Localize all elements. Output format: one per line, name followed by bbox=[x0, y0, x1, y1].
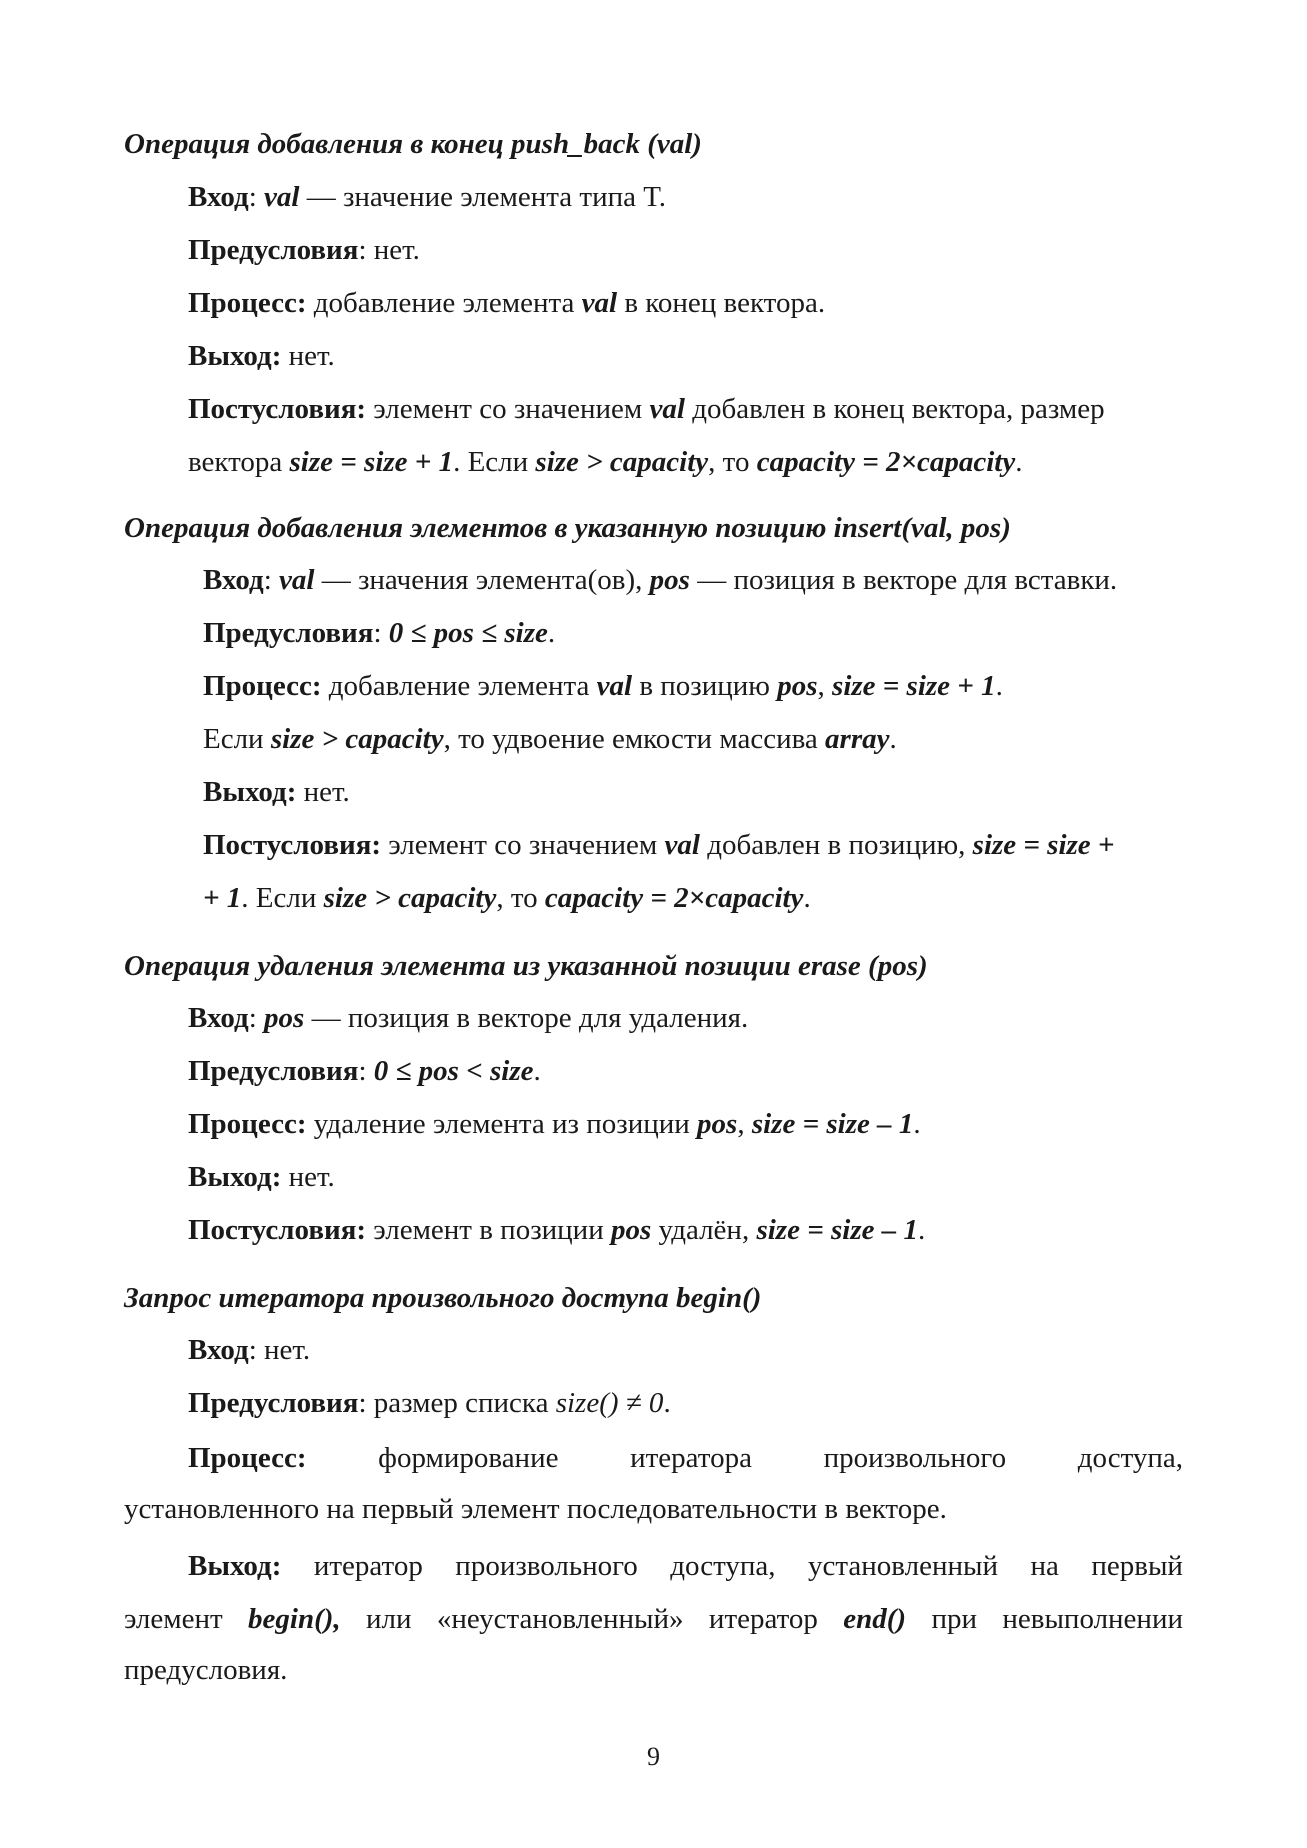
output-line bbox=[188, 1550, 1183, 1583]
var-pos: pos bbox=[777, 670, 818, 702]
var-val: val bbox=[664, 829, 700, 861]
output-word: итератор bbox=[313, 1550, 423, 1582]
postcondition-text: вектора bbox=[188, 446, 290, 478]
process-word: произвольного bbox=[823, 1442, 1007, 1474]
process-text: , то удвоение емкости массива bbox=[443, 723, 826, 755]
expr: size > capacity bbox=[323, 882, 497, 914]
var-val: val bbox=[279, 564, 315, 596]
input-label: Вход bbox=[188, 1334, 249, 1366]
expr: 0 ≤ pos ≤ size bbox=[388, 617, 548, 649]
output-label: Выход: bbox=[203, 776, 297, 808]
var-array: array bbox=[825, 723, 890, 755]
input-line bbox=[203, 566, 1117, 595]
process-word: доступа, bbox=[1077, 1442, 1183, 1474]
postcondition-text: , то bbox=[496, 882, 545, 914]
postcondition-text: добавлен в конец вектора, размер bbox=[684, 393, 1105, 425]
precondition-line bbox=[188, 1057, 541, 1086]
input-label: Вход bbox=[188, 1002, 249, 1034]
precondition-line bbox=[188, 1389, 671, 1418]
postcondition-line bbox=[188, 395, 1105, 424]
output-line-3: предусловия. bbox=[124, 1654, 288, 1686]
process-text: добавление элемента bbox=[321, 670, 597, 702]
precondition-text: : размер списка bbox=[358, 1387, 556, 1419]
postcondition-text: . bbox=[803, 882, 811, 914]
output-line bbox=[203, 778, 350, 807]
output-label: Выход: bbox=[188, 1161, 282, 1193]
process-text: , bbox=[817, 670, 833, 702]
var-pos: pos bbox=[264, 1002, 305, 1034]
process-text: в позицию bbox=[632, 670, 778, 702]
postcondition-text: удалён, bbox=[651, 1214, 757, 1246]
page-number: 9 bbox=[647, 1742, 660, 1771]
precondition-text: . bbox=[547, 617, 556, 649]
process-text: добавление элемента bbox=[306, 287, 582, 319]
process-line bbox=[203, 672, 1003, 701]
expr: size = size + 1 bbox=[289, 446, 454, 478]
postcondition-text: добавлен в позицию, bbox=[699, 829, 973, 861]
output-word: невыполнении bbox=[1002, 1603, 1183, 1635]
process-line bbox=[188, 1110, 921, 1139]
postcondition-text: . bbox=[1015, 446, 1023, 478]
var-val: val bbox=[649, 393, 685, 425]
postcondition-text: элемент со значением bbox=[381, 829, 665, 861]
var-pos: pos bbox=[649, 564, 690, 596]
expr: size = size + bbox=[972, 829, 1115, 861]
expr: size = size – 1 bbox=[751, 1108, 914, 1140]
output-word: установленный bbox=[808, 1550, 999, 1582]
output-label: Выход: bbox=[188, 1550, 282, 1582]
expr: capacity = 2×capacity bbox=[544, 882, 804, 914]
precondition-label: Предусловия bbox=[188, 234, 359, 266]
postcondition-line-2 bbox=[188, 448, 1022, 477]
section-heading-insert: Операция добавления элементов в указанную позицию insert(val, pos) bbox=[124, 512, 1011, 544]
process-label: Процесс: bbox=[203, 670, 322, 702]
input-label: Вход bbox=[188, 181, 249, 213]
postcondition-line-2 bbox=[203, 884, 811, 913]
precondition-label: Предусловия bbox=[188, 1387, 359, 1419]
input-text: — значения элемента(ов), bbox=[314, 564, 650, 596]
postcondition-text: . Если bbox=[241, 882, 324, 914]
input-line bbox=[188, 1004, 748, 1033]
postcondition-label: Постусловия: bbox=[188, 1214, 367, 1246]
input-label: Вход bbox=[203, 564, 264, 596]
var-val: val bbox=[264, 181, 300, 213]
expr-end: end() bbox=[843, 1603, 907, 1635]
postcondition-text: элемент в позиции bbox=[366, 1214, 611, 1246]
process-text: . bbox=[995, 670, 1003, 702]
precondition-text: . bbox=[533, 1055, 541, 1087]
output-text: нет. bbox=[281, 1161, 335, 1193]
process-text: Если bbox=[203, 723, 271, 755]
expr: size > capacity bbox=[535, 446, 709, 478]
input-text: — значение элемента типа T. bbox=[299, 181, 667, 213]
process-word: формирование bbox=[378, 1442, 559, 1474]
output-word: произвольного bbox=[455, 1550, 638, 1582]
postcondition-label: Постусловия: bbox=[188, 393, 367, 425]
process-text: . bbox=[913, 1108, 921, 1140]
output-line-2 bbox=[124, 1603, 1183, 1636]
precondition-text: : нет. bbox=[358, 234, 420, 266]
postcondition-text: элемент со значением bbox=[366, 393, 650, 425]
output-word: или bbox=[366, 1603, 412, 1635]
output-word: первый bbox=[1091, 1550, 1183, 1582]
postcondition-text: . bbox=[917, 1214, 926, 1246]
process-line-2 bbox=[203, 725, 897, 754]
output-word: на bbox=[1030, 1550, 1059, 1582]
var-pos: pos bbox=[697, 1108, 738, 1140]
output-word: итератор bbox=[708, 1603, 818, 1635]
process-label: Процесс: bbox=[188, 1442, 307, 1474]
process-text: , bbox=[737, 1108, 752, 1140]
precondition-text: : bbox=[358, 1055, 374, 1087]
postcondition-text: , то bbox=[708, 446, 757, 478]
precondition-line bbox=[203, 619, 555, 648]
section-heading-erase: Операция удаления элемента из указанной позиции erase (pos) bbox=[124, 950, 928, 982]
var-pos: pos bbox=[610, 1214, 652, 1246]
expr: size > capacity bbox=[270, 723, 444, 755]
process-line bbox=[188, 289, 825, 318]
output-label: Выход: bbox=[188, 340, 282, 372]
input-text: — позиция в векторе для удаления. bbox=[304, 1002, 749, 1034]
output-word: элемент bbox=[124, 1603, 223, 1635]
process-line bbox=[188, 1442, 1183, 1475]
precondition-label: Предусловия bbox=[188, 1055, 359, 1087]
postcondition-line bbox=[188, 1216, 925, 1245]
expr: + 1 bbox=[203, 882, 242, 914]
input-text: : нет. bbox=[248, 1334, 311, 1366]
output-text: нет. bbox=[296, 776, 350, 808]
expr-begin: begin(), bbox=[248, 1603, 341, 1635]
output-word: при bbox=[931, 1603, 977, 1635]
section-heading-push-back: Операция добавления в конец push_back (val) bbox=[124, 128, 702, 160]
precondition-label: Предусловия bbox=[203, 617, 374, 649]
precondition-line bbox=[188, 236, 420, 265]
expr: capacity = 2×capacity bbox=[756, 446, 1016, 478]
var-val: val bbox=[596, 670, 633, 702]
postcondition-label: Постусловия: bbox=[203, 829, 382, 861]
output-line bbox=[188, 342, 335, 371]
input-line bbox=[188, 1336, 310, 1365]
process-text: в конец вектора. bbox=[617, 287, 826, 319]
precondition-text: : bbox=[373, 617, 389, 649]
var-val: val bbox=[581, 287, 618, 319]
input-text: : bbox=[263, 564, 280, 596]
expr: size = size + 1 bbox=[832, 670, 996, 702]
process-label: Процесс: bbox=[188, 287, 307, 319]
input-text: — позиция в векторе для вставки. bbox=[689, 564, 1118, 596]
output-word: доступа, bbox=[670, 1550, 776, 1582]
postcondition-line bbox=[203, 831, 1114, 860]
output-word: «неустановленный» bbox=[436, 1603, 684, 1635]
output-text: нет. bbox=[281, 340, 335, 372]
input-text: : bbox=[248, 1002, 265, 1034]
process-text: . bbox=[889, 723, 897, 755]
output-line bbox=[188, 1163, 335, 1192]
process-line-2: установленного на первый элемент последовательности в векторе. bbox=[124, 1493, 947, 1525]
expr: size() ≠ 0 bbox=[555, 1387, 664, 1419]
precondition-text: . bbox=[663, 1387, 671, 1419]
input-line: Вход: val — значение элемента типа T. bbox=[188, 181, 667, 213]
expr: size = size – 1 bbox=[756, 1214, 918, 1246]
process-word: итератора bbox=[630, 1442, 752, 1474]
section-heading-begin: Запрос итератора произвольного доступа begin() bbox=[124, 1282, 762, 1314]
process-text: удаление элемента из позиции bbox=[306, 1108, 698, 1140]
postcondition-text: . Если bbox=[453, 446, 536, 478]
expr: 0 ≤ pos < size bbox=[373, 1055, 534, 1087]
process-label: Процесс: bbox=[188, 1108, 307, 1140]
